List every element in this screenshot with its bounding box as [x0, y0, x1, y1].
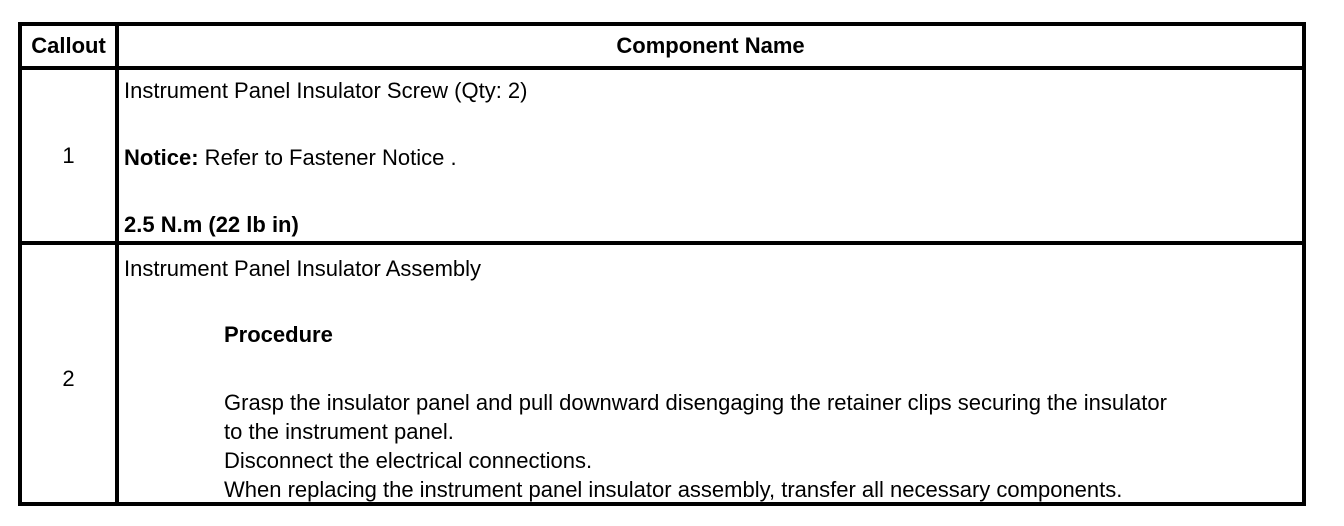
procedure-step: Grasp the insulator panel and pull downward disengaging the retainer clips securing the insulator — [224, 390, 1167, 415]
notice-label: Notice: — [124, 145, 199, 170]
row-1-notice — [124, 143, 457, 172]
row-2-component-name: Instrument Panel Insulator Assembly — [124, 256, 482, 281]
row-1-component-name: Instrument Panel Insulator Screw (Qty: 2) — [124, 78, 528, 103]
procedure-step: to the instrument panel. — [224, 419, 454, 444]
procedure-step: When replacing the instrument panel insulator assembly, transfer all necessary components. — [224, 477, 1123, 502]
component-name-header: Component Name — [616, 33, 805, 58]
component-table — [18, 22, 1306, 506]
row-divider — [22, 241, 1302, 245]
callout-header: Callout — [31, 33, 106, 58]
notice-text: Refer to Fastener Notice . — [198, 145, 457, 170]
row-1-torque: 2.5 N.m (22 lb in) — [124, 212, 299, 237]
header-divider — [22, 66, 1302, 70]
row-2-callout: 2 — [62, 366, 75, 391]
column-divider — [115, 26, 119, 502]
row-1-callout: 1 — [62, 143, 75, 168]
procedure-step: Disconnect the electrical connections. — [224, 448, 593, 473]
procedure-heading: Procedure — [224, 322, 333, 347]
